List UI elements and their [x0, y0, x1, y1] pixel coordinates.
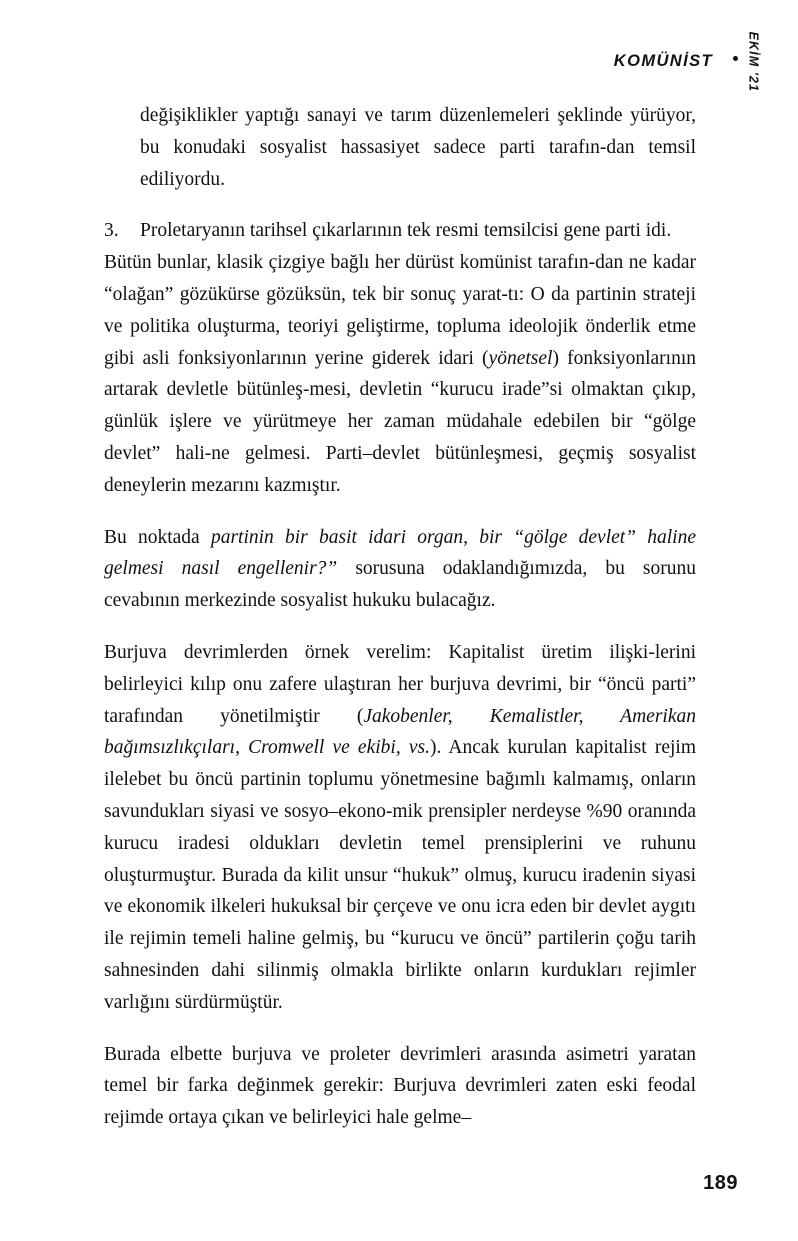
paragraph-3-part-a: Bu noktada [104, 526, 211, 548]
issue-side-label: EKİM '21 [746, 31, 760, 92]
page-body [104, 100, 696, 1134]
paragraph-continued: değişiklikler yaptığı sanayi ve tarım düzenlemeleri şeklinde yürüyor, bu konudaki sosyalist hassasiyet sadece parti tarafın-dan temsil ediliyordu. [140, 105, 696, 190]
paragraph-3-quote: partinin bir basit idari organ, bir “gölge devlet” haline gelmesi nasıl engellenir?” [104, 526, 696, 580]
paragraph-3-part-b: sorusuna odaklandığımızda, bu sorunu cevabının merkezinde sosyalist hukuku bulacağız. [104, 558, 696, 612]
paragraph-5: Burada elbette burjuva ve proleter devrimleri arasında asimetri yaratan temel bir farka değinmek gerekir: Burjuva devrimleri zaten eski feodal rejimde ortaya çıkan ve belirleyici hale gelme– [104, 1043, 696, 1129]
paragraph-2 [104, 247, 696, 501]
paragraph-4-emphasis: Jakobenler, Kemalistler, Amerikan bağımsızlıkçıları, Cromwell ve ekibi, vs. [104, 705, 696, 759]
paragraph-3 [104, 522, 696, 617]
paragraph-2-part-a: Bütün bunlar, klasik çizgiye bağlı her dürüst komünist tarafın-dan ne kadar “olağan” gözükürse gözüksün, tek bir sonuç yarat-tı: O da partinin strateji ve politika oluşturma, teoriyi geliştirme, topluma ideolojik önderlik etme gibi asli fonksiyonlarının yerine giderek idari ( [104, 252, 696, 369]
paragraph-4-part-a: Burjuva devrimlerden örnek verelim: Kapitalist üretim ilişki-lerini belirleyici kılıp onu zafere ulaştıran her burjuva devrimi, bir “öncü parti” tarafından yönetilmiştir ( [104, 641, 696, 727]
paragraph-2-part-b: ) fonksiyonlarının artarak devletle bütünleş-mesi, devletin “kurucu irade”si olmaktan çıkıp, günlük işlere ve yürütmeye her zaman müdahale edebilen bir “gölge devlet” hali-ne gelmesi. Parti–devlet bütünleşmesi, geçmiş sosyalist deneylerin mezarını kazmıştır. [104, 347, 696, 496]
paragraph-4-part-b: ). Ancak kurulan kapitalist rejim ilelebet bu öncü partinin toplumu yönetmesine bağımlı kalmamış, onların savundukları siyasi ve sosyo–ekono-mik prensipler nerdeyse %90 oranında kurucu iradesi oldukları devletin temel prensiplerini ve ruhunu oluşturmuştur. Burada da kilit unsur “hukuk” olmuş, kurucu iradenin siyasi ve ekonomik ilkeleri hukuksal bir çerçeve ve onu icra eden bir devlet aygıtı ile rejimin temeli haline gelmiş, bu “kurucu ve öncü” partilerin çoğu tarih sahnesinden dahi silinmiş olmakla birlikte onların kurdukları rejimler varlığını sürdürmüştür. [104, 737, 696, 1013]
header-bullet-icon [733, 56, 738, 61]
page-number: 189 [703, 1172, 738, 1194]
list-item-number: 3. [104, 220, 119, 242]
page-header [0, 52, 738, 82]
numbered-list-item [104, 215, 696, 247]
paragraph-2-emphasis: yönetsel [488, 347, 553, 369]
list-item-text: Proletaryanın tarihsel çıkarlarının tek resmi temsilcisi gene parti idi. [140, 220, 672, 242]
header-title: KOMÜNİST [613, 52, 713, 70]
paragraph-4 [104, 637, 696, 1019]
